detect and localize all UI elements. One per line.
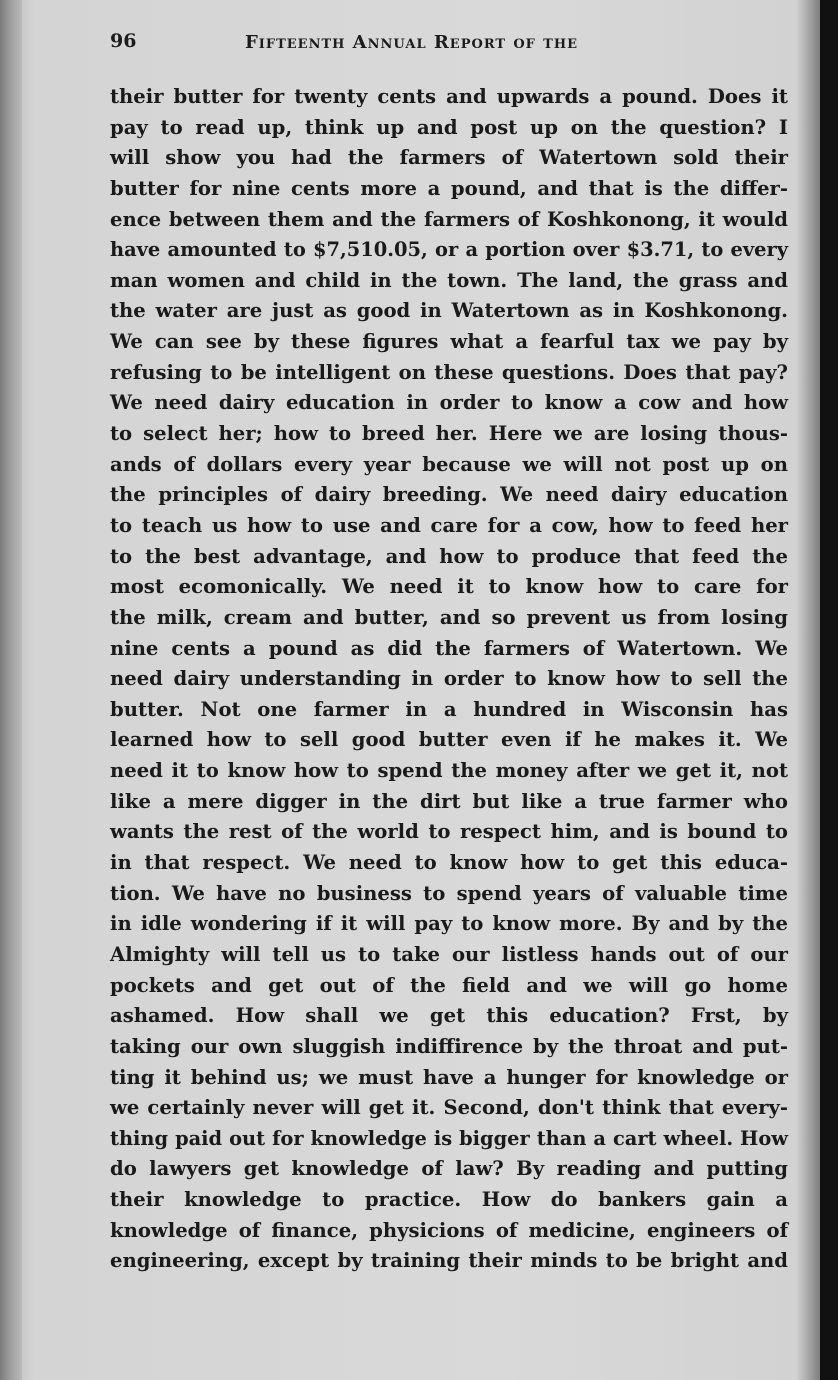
text-line: wants the rest of the world to respect him, and is bound to: [110, 820, 788, 844]
text-line: pockets and get out of the field and we will go home: [110, 973, 788, 997]
text-line: pay to read up, think up and post up on the question? I: [110, 115, 788, 139]
body-text: [110, 82, 788, 1277]
text-line: Almighty will tell us to take our listless hands out of our: [110, 942, 788, 966]
text-line: we certainly never will get it. Second, don't think that every-: [110, 1096, 788, 1120]
text-line: their knowledge to practice. How do bankers gain a: [110, 1188, 788, 1212]
text-line: most ecomonically. We need it to know how to care for: [110, 575, 788, 599]
page-edge-shadow: [820, 0, 838, 1380]
text-line: man women and child in the town. The land, the grass and: [110, 268, 788, 292]
text-line: need it to know how to spend the money after we get it, not: [110, 759, 788, 783]
binding-shadow: [0, 0, 22, 1380]
text-line: We need dairy education in order to know a cow and how: [110, 391, 788, 415]
text-line: ence between them and the farmers of Koshkonong, it would: [110, 207, 788, 231]
text-line: in that respect. We need to know how to get this educa-: [110, 851, 788, 875]
text-line: refusing to be intelligent on these questions. Does that pay?: [110, 360, 788, 384]
page-number: 96: [110, 30, 137, 52]
text-line: have amounted to $7,510.05, or a portion over $3.71, to every: [110, 238, 788, 262]
text-line: to select her; how to breed her. Here we are losing thous-: [110, 422, 788, 446]
text-line: ands of dollars every year because we will not post up on: [110, 452, 788, 476]
text-line: their butter for twenty cents and upwards a pound. Does it: [110, 85, 788, 108]
text-line: learned how to sell good butter even if he makes it. We: [110, 728, 788, 752]
text-line: taking our own sluggish indiffirence by the throat and put-: [110, 1034, 788, 1058]
page-header: [110, 30, 790, 58]
text-line: the principles of dairy breeding. We need dairy education: [110, 483, 788, 507]
text-line: do lawyers get knowledge of law? By reading and putting: [110, 1157, 788, 1181]
text-line: knowledge of finance, physicions of medicine, engineers of: [110, 1218, 788, 1242]
text-line: engineering, except by training their minds to be bright and: [110, 1249, 788, 1273]
text-line: butter. Not one farmer in a hundred in Wisconsin has: [110, 697, 788, 721]
text-line: ting it behind us; we must have a hunger for knowledge or: [110, 1065, 788, 1089]
text-line: ashamed. How shall we get this education? Frst, by: [110, 1004, 788, 1028]
text-line: thing paid out for knowledge is bigger than a cart wheel. How: [110, 1126, 788, 1150]
text-line: will show you had the farmers of Watertown sold their: [110, 146, 788, 170]
text-line: the water are just as good in Watertown as in Koshkonong.: [110, 299, 788, 323]
text-line: to the best advantage, and how to produce that feed the: [110, 544, 788, 568]
text-line: nine cents a pound as did the farmers of Watertown. We: [110, 636, 788, 660]
text-line: the milk, cream and butter, and so prevent us from losing: [110, 605, 788, 629]
text-line: to teach us how to use and care for a cow, how to feed her: [110, 513, 788, 537]
text-line: in idle wondering if it will pay to know more. By and by the: [110, 912, 788, 936]
text-line: We can see by these figures what a fearful tax we pay by: [110, 330, 788, 354]
text-line: like a mere digger in the dirt but like a true farmer who: [110, 789, 788, 813]
text-line: tion. We have no business to spend years of valuable time: [110, 881, 788, 905]
text-line: butter for nine cents more a pound, and that is the differ-: [110, 176, 788, 200]
text-line: need dairy understanding in order to know how to sell the: [110, 667, 788, 691]
running-head: Fifteenth Annual Report of the: [245, 32, 579, 53]
